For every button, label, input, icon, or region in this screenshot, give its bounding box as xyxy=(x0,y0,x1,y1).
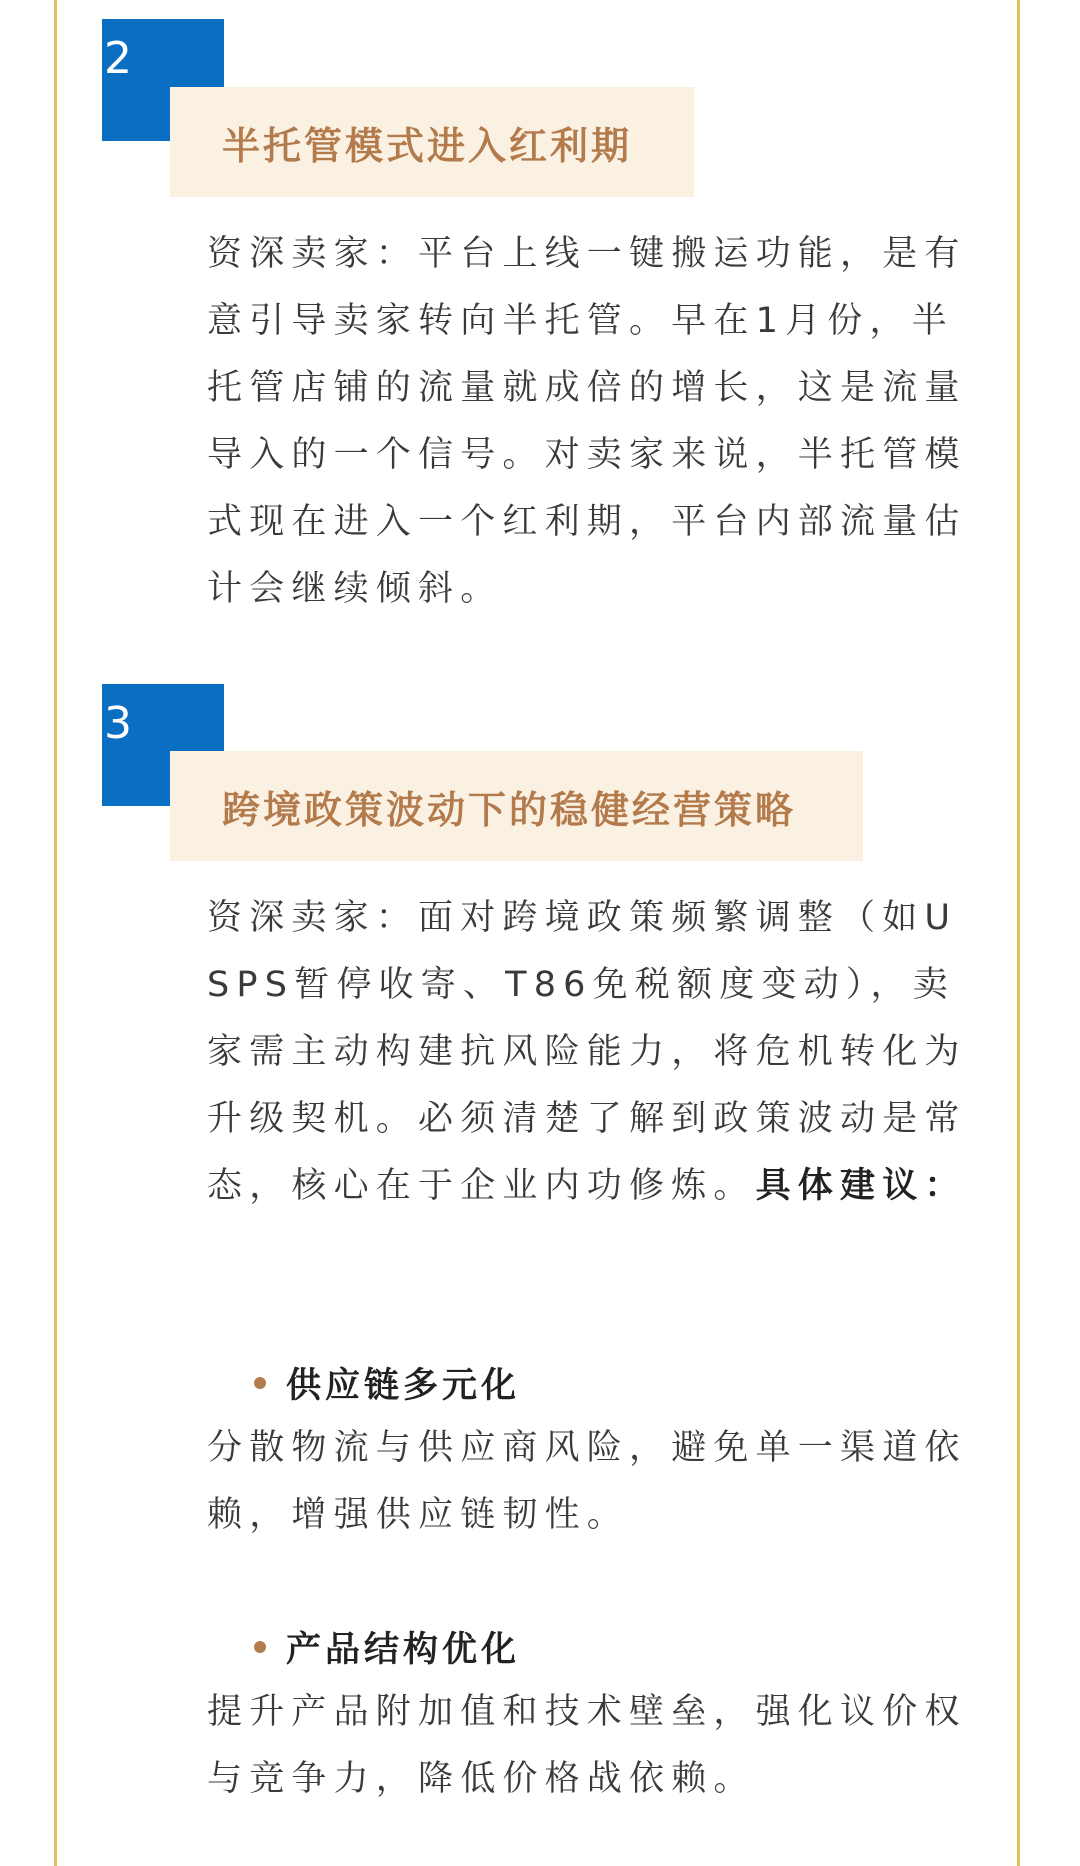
section-number-badge: 2 xyxy=(102,19,224,141)
paragraph-text: 资深卖家：面对跨境政策频繁调整（如USPS暂停收寄、T86免税额度变动），卖家需主动构建抗风险能力，将危机转化为升级契机。必须清楚了解到政策波动是常态，核心在于企业内功修炼。 xyxy=(207,898,967,1206)
bullet-dot-icon xyxy=(254,1377,266,1389)
section-title: 半托管模式进入红利期 xyxy=(170,87,694,197)
bullet-heading xyxy=(254,1622,520,1672)
bullet-dot-icon xyxy=(254,1641,266,1653)
bullet-heading-text: 供应链多元化 xyxy=(286,1366,521,1406)
section-paragraph xyxy=(207,885,975,1220)
paragraph-bold-text: 具体建议： xyxy=(755,1166,967,1206)
section-number-badge: 3 xyxy=(102,684,224,806)
bullet-text: 提升产品附加值和技术壁垒，强化议价权与竞争力，降低价格战依赖。 xyxy=(207,1692,967,1799)
bullet-heading-text: 产品结构优化 xyxy=(286,1630,521,1670)
section-title: 跨境政策波动下的稳健经营策略 xyxy=(170,751,863,861)
bullet-text: 分散物流与供应商风险，避免单一渠道依赖，增强供应链韧性。 xyxy=(207,1428,967,1535)
section-paragraph: 资深卖家：平台上线一键搬运功能，是有意引导卖家转向半托管。早在1月份，半托管店铺的流量就成倍的增长，这是流量导入的一个信号。对卖家来说，半托管模式现在进入一个红利期，平台内部流量估计会继续倾斜。 xyxy=(207,234,967,609)
bullet-heading xyxy=(254,1358,520,1408)
